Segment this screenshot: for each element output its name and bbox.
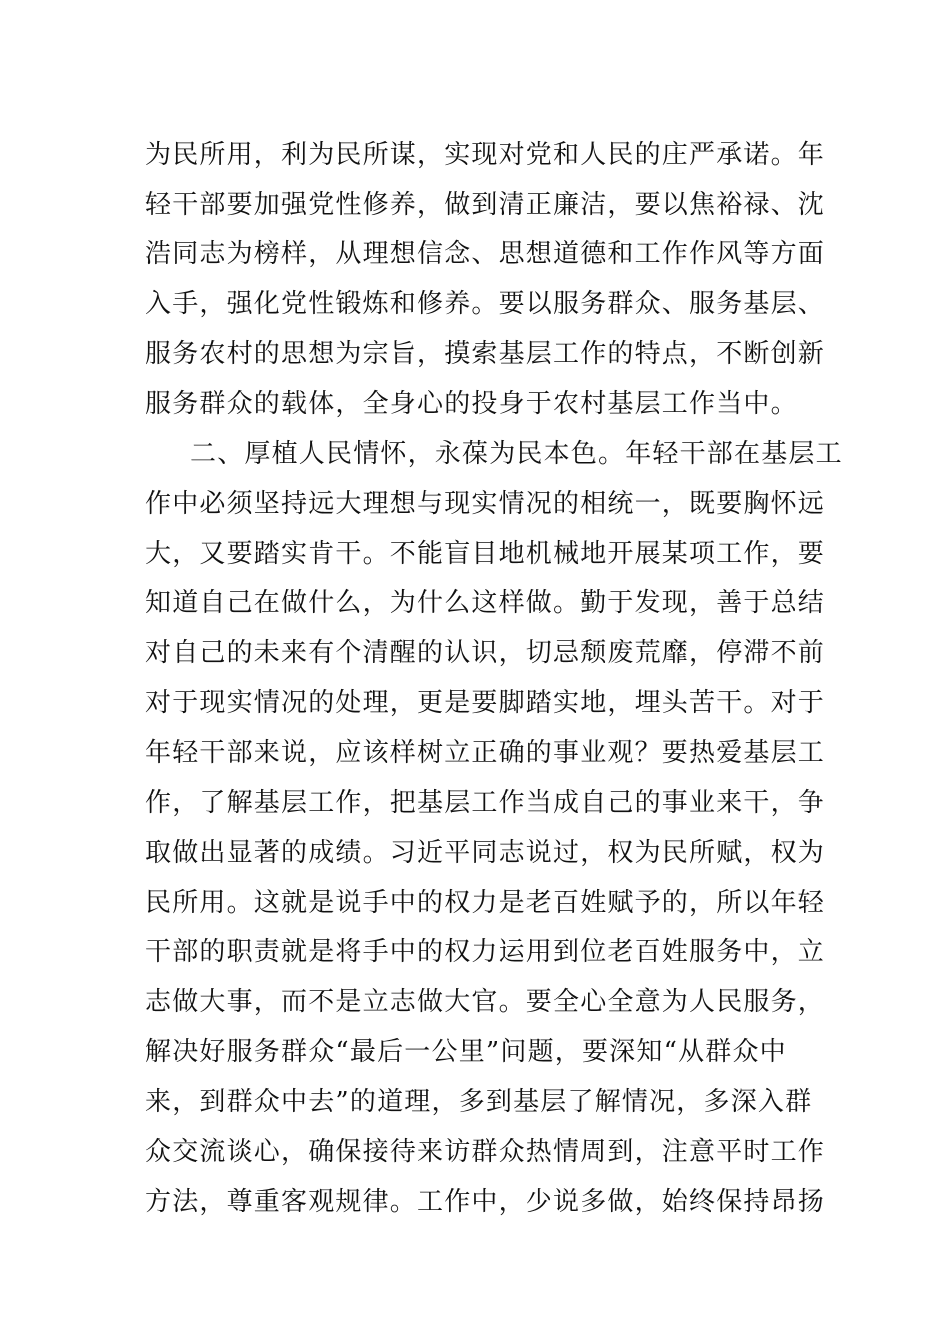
text-line-18: 志做大事，而不是立志做大官。要全心全意为人民服务， [145,987,826,1017]
text-line-9: 大，又要踏实肯干。不能盲目地机械地开展某项工作，要 [145,539,826,569]
text-line-5: 服务农村的思想为宗旨，摸索基层工作的特点，不断创新 [145,339,826,369]
text-line-15: 取做出显著的成绩。习近平同志说过，权为民所赋，权为 [145,838,826,868]
text-line-21: 众交流谈心，确保接待来访群众热情周到，注意平时工作 [145,1137,826,1167]
text-line-8: 作中必须坚持远大理想与现实情况的相统一，既要胸怀远 [145,489,826,519]
text-line-16: 民所用。这就是说手中的权力是老百姓赋予的，所以年轻 [145,888,826,918]
paragraph-heading-line: 二、厚植人民情怀，永葆为民本色。年轻干部在基层工 [190,439,843,469]
text-line-10: 知道自己在做什么，为什么这样做。勤于发现，善于总结 [145,588,826,618]
text-line-22: 方法，尊重客观规律。工作中，少说多做，始终保持昂扬 [145,1187,826,1217]
text-line-14: 作，了解基层工作，把基层工作当成自己的事业来干，争 [145,788,826,818]
text-line-13: 年轻干部来说，应该样树立正确的事业观？要热爱基层工 [145,738,826,768]
text-line-3: 浩同志为榜样，从理想信念、思想道德和工作作风等方面 [145,239,826,269]
text-line-6: 服务群众的载体，全身心的投身于农村基层工作当中。 [145,389,798,419]
text-line-20: 来，到群众中去”的道理，多到基层了解情况，多深入群 [145,1087,813,1117]
text-line-4: 入手，强化党性锻炼和修养。要以服务群众、服务基层、 [145,289,826,319]
text-line-12: 对于现实情况的处理，更是要脚踏实地，埋头苦干。对于 [145,688,826,718]
text-line-17: 干部的职责就是将手中的权力运用到位老百姓服务中，立 [145,937,826,967]
text-line-1: 为民所用，利为民所谋，实现对党和人民的庄严承诺。年 [145,140,826,170]
text-line-19: 解决好服务群众“最后一公里”问题，要深知“从群众中 [145,1037,787,1067]
text-line-2: 轻干部要加强党性修养，做到清正廉洁，要以焦裕禄、沈 [145,190,826,220]
text-line-11: 对自己的未来有个清醒的认识，切忌颓废荒靡，停滞不前 [145,638,826,668]
